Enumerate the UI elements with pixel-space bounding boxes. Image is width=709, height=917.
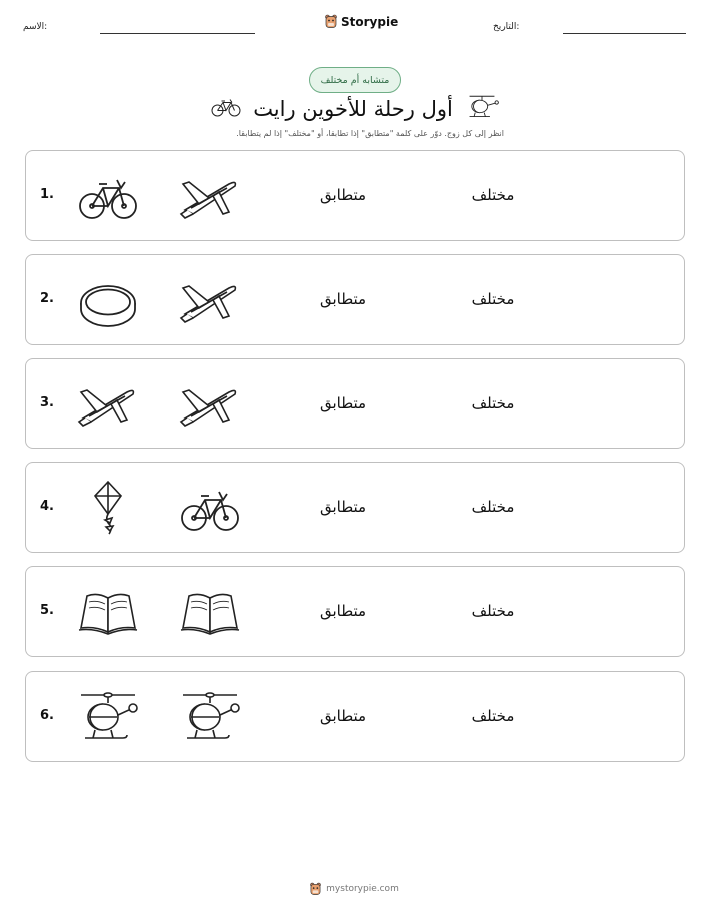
book-icon xyxy=(179,584,241,642)
question-number: 4. xyxy=(40,499,54,514)
instructions: انظر إلى كل زوج. دوّر على كلمة "متطابق" إذا تطابقا، أو "مختلف" إذا لم يتطابقا. xyxy=(236,129,504,138)
option-same[interactable]: متطابق xyxy=(319,602,367,620)
option-different[interactable]: مختلف xyxy=(471,394,515,412)
question-row xyxy=(25,462,685,553)
option-same[interactable]: متطابق xyxy=(319,498,367,516)
helicopter-icon xyxy=(179,689,241,747)
question-number: 5. xyxy=(40,603,54,618)
question-row xyxy=(25,566,685,657)
question-row xyxy=(25,254,685,345)
question-number: 3. xyxy=(40,395,54,410)
option-different[interactable]: مختلف xyxy=(471,290,515,308)
airplane-icon xyxy=(179,272,241,330)
helicopter-icon xyxy=(77,689,139,747)
option-same[interactable]: متطابق xyxy=(319,394,367,412)
airplane-icon xyxy=(77,376,139,434)
date-line[interactable] xyxy=(563,33,686,34)
bicycle-icon xyxy=(179,480,241,538)
brand-logo xyxy=(325,14,398,29)
bear-icon xyxy=(310,882,321,896)
option-same[interactable]: متطابق xyxy=(319,290,367,308)
coin-icon xyxy=(77,272,139,330)
category-badge: متشابه أم مختلف xyxy=(309,67,401,93)
question-number: 1. xyxy=(40,187,54,202)
footer xyxy=(0,882,709,896)
airplane-icon xyxy=(179,376,241,434)
question-row xyxy=(25,671,685,762)
helicopter-icon xyxy=(465,94,499,124)
airplane-icon xyxy=(179,168,241,226)
footer-url[interactable]: mystorypie.com xyxy=(326,884,399,894)
page-title: أول رحلة للأخوين رايت xyxy=(253,97,453,121)
name-line[interactable] xyxy=(100,33,255,34)
bicycle-icon xyxy=(211,96,241,122)
option-same[interactable]: متطابق xyxy=(319,707,367,725)
brand-name: Storypie xyxy=(341,14,399,29)
option-same[interactable]: متطابق xyxy=(319,186,367,204)
question-row xyxy=(25,358,685,449)
book-icon xyxy=(77,584,139,642)
bicycle-icon xyxy=(77,168,139,226)
date-label: التاريخ: xyxy=(493,22,520,32)
bear-icon xyxy=(325,14,337,29)
option-different[interactable]: مختلف xyxy=(471,186,515,204)
option-different[interactable]: مختلف xyxy=(471,707,515,725)
option-different[interactable]: مختلف xyxy=(471,602,515,620)
name-label: الاسم: xyxy=(23,22,48,32)
question-number: 2. xyxy=(40,291,54,306)
question-row xyxy=(25,150,685,241)
kite-icon xyxy=(77,480,139,538)
option-different[interactable]: مختلف xyxy=(471,498,515,516)
question-number: 6. xyxy=(40,708,54,723)
title-row xyxy=(200,94,510,124)
